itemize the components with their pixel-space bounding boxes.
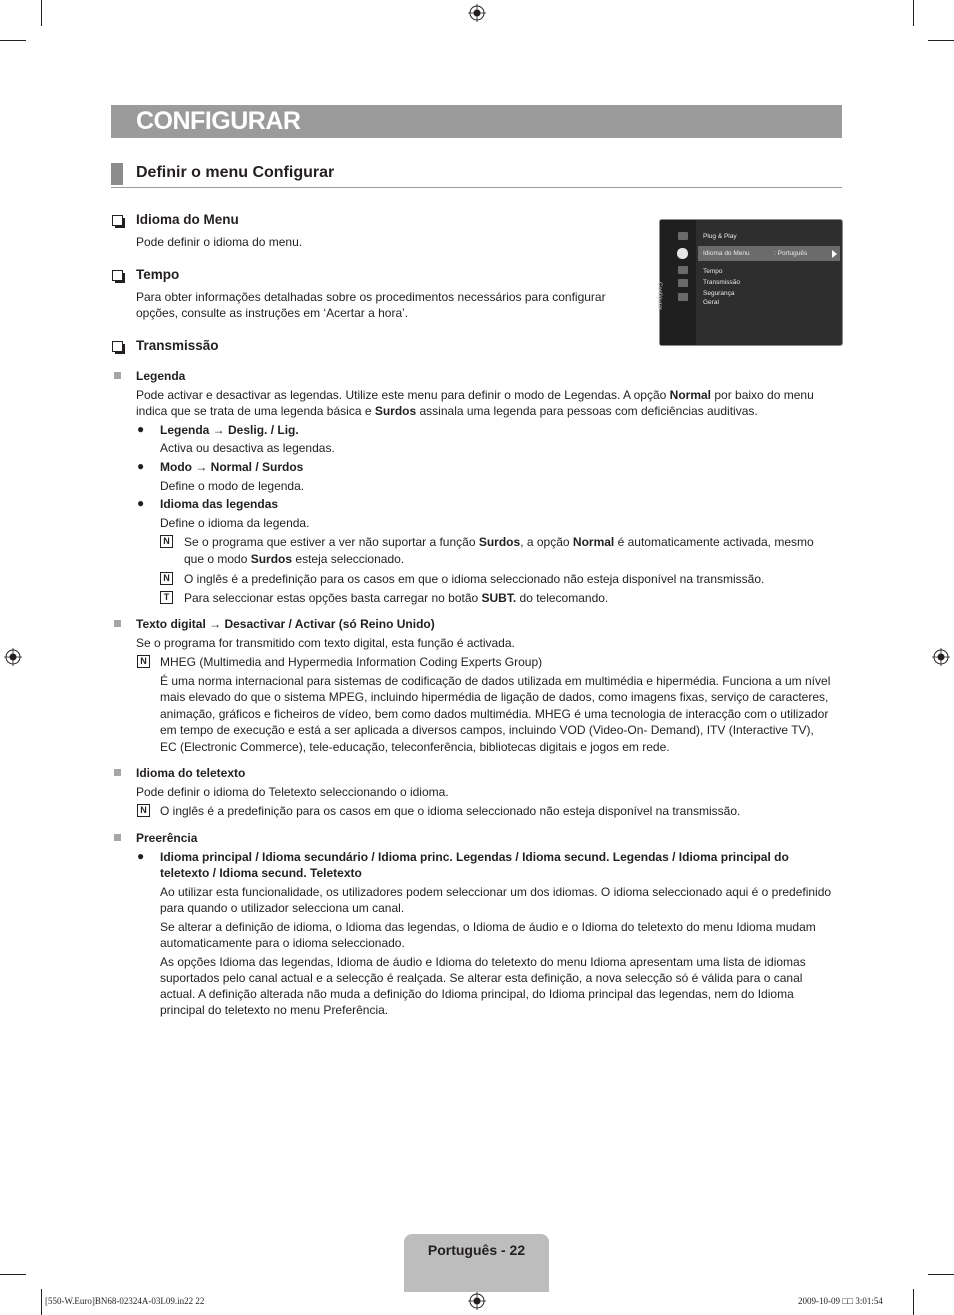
menu-sidebar bbox=[656, 220, 696, 345]
tempo-text: opções, consulte as instruções em ‘Acertar a hora’. bbox=[136, 306, 409, 320]
crop-mark bbox=[928, 40, 954, 41]
section-title: Definir o menu Configurar bbox=[136, 164, 335, 181]
legenda-option-title: Legenda → Deslig. / Lig. bbox=[160, 423, 299, 437]
menu-screenshot bbox=[656, 219, 843, 346]
page-title-bar bbox=[111, 105, 842, 138]
tempo-text: Para obter informações detalhadas sobre os procedimentos necessários para configurar bbox=[136, 290, 606, 304]
legenda-paragraph: indica que se trata de uma legenda básica e Surdos assinala uma legenda para pessoas com deficiências auditivas. bbox=[136, 404, 758, 418]
transmissao-heading: Transmissão bbox=[136, 338, 219, 353]
menu-item: Plug & Play bbox=[703, 233, 737, 240]
square-bullet-icon bbox=[114, 372, 121, 379]
crop-mark bbox=[913, 0, 914, 26]
legenda-paragraph: Pode activar e desactivar as legendas. Utilize este menu para definir o modo de Legendas. A opção Normal por baixo do menu bbox=[136, 388, 814, 402]
checkbox-bullet-icon bbox=[112, 215, 123, 226]
preferencia-text: automaticamente para o idioma seleccionado. bbox=[160, 936, 405, 950]
preferencia-heading: Preerência bbox=[136, 831, 198, 845]
preferencia-text: As opções Idioma das legendas, Idioma de áudio e Idioma do teletexto do menu Idioma apresentam uma lista de idiomas bbox=[160, 955, 806, 969]
preferencia-text: Ao utilizar esta funcionalidade, os utilizadores podem seleccionar um dos idiomas. O idioma seleccionado aqui é o predefinido bbox=[160, 885, 832, 899]
page-number-tab bbox=[404, 1234, 549, 1292]
legenda-heading: Legenda bbox=[136, 369, 186, 383]
note-text: O inglês é a predefinição para os casos em que o idioma seleccionado não esteja disponível na transmissão. bbox=[184, 572, 765, 586]
arrow-right-icon bbox=[832, 250, 837, 258]
idioma-legendas-text: Define o idioma da legenda. bbox=[160, 516, 310, 530]
registration-mark-icon bbox=[468, 4, 486, 22]
crop-mark bbox=[928, 1274, 954, 1275]
crop-mark bbox=[41, 0, 42, 26]
crop-mark bbox=[913, 1289, 914, 1315]
registration-mark-icon bbox=[932, 648, 950, 666]
modo-option-text: Define o modo de legenda. bbox=[160, 479, 305, 493]
checkbox-bullet-icon bbox=[112, 341, 123, 352]
bullet-dot-icon: ● bbox=[137, 849, 145, 863]
mheg-text: mais elevado do que o sistema MPEG, incluindo hipermédia de ligação de dados, como imagens fixas, serviço de caracteres, bbox=[160, 690, 829, 704]
modo-option-title: Modo → Normal / Surdos bbox=[160, 460, 304, 474]
square-bullet-icon bbox=[114, 769, 121, 776]
crop-mark bbox=[41, 1289, 42, 1315]
idioma-menu-text: Pode definir o idioma do menu. bbox=[136, 235, 303, 249]
preferencia-text: actual. A definição alterada não muda a definição do Idioma principal, do Idioma principal das legendas, nem do Idioma bbox=[160, 987, 794, 1001]
registration-mark-icon bbox=[4, 648, 22, 666]
texto-digital-text: Se o programa for transmitido com texto digital, esta função é activada. bbox=[136, 636, 515, 650]
note-icon: N bbox=[137, 804, 150, 817]
menu-item: Tempo bbox=[703, 268, 723, 275]
crop-mark bbox=[0, 1274, 26, 1275]
bullet-dot-icon: ● bbox=[137, 459, 145, 473]
mheg-text: em tempo de execução e está a ser aplicada a diversos campos, incluindo VOD (Video-On- Demand), ITV (Interactive TV), bbox=[160, 723, 814, 737]
note-text: Se o programa que estiver a ver não suportar a função Surdos, a opção Normal é automaticamente activada, mesmo bbox=[184, 535, 814, 549]
section-marker bbox=[111, 163, 123, 185]
teletexto-note: O inglês é a predefinição para os casos em que o idioma seleccionado não esteja disponível na transmissão. bbox=[160, 804, 741, 818]
tempo-heading: Tempo bbox=[136, 267, 180, 282]
menu-item: Geral bbox=[703, 299, 719, 306]
preferencia-text: principal do teletexto no menu Preferência. bbox=[160, 1003, 389, 1017]
note-icon: N bbox=[137, 655, 150, 668]
mheg-text: É uma norma internacional para sistemas de codificação de dados utilizada em multimédia e hipermédia. Funciona a um nível bbox=[160, 674, 831, 688]
bullet-dot-icon: ● bbox=[137, 422, 145, 436]
preferencia-text: suportados pelo canal actual e a selecção é realçada. Se alterar esta definição, a nova selecção só é válida para o canal bbox=[160, 971, 803, 985]
menu-item: Segurança bbox=[703, 290, 735, 297]
remote-button-icon: T bbox=[160, 591, 173, 604]
teletexto-heading: Idioma do teletexto bbox=[136, 766, 246, 780]
checkbox-bullet-icon bbox=[112, 270, 123, 281]
page-title: CONFIGURAR bbox=[136, 107, 301, 135]
square-bullet-icon bbox=[114, 834, 121, 841]
preferencia-text: para quando o utilizador selecciona um canal. bbox=[160, 901, 405, 915]
bullet-dot-icon: ● bbox=[137, 496, 145, 510]
input-icon bbox=[678, 293, 688, 301]
mheg-text: animação, gráficos e ficheiros de vídeo, bem como dados multimédia. MHEG é uma tecnologia de interacção com o utilizador bbox=[160, 707, 829, 721]
menu-side-label: Configurar bbox=[656, 282, 662, 311]
registration-mark-icon bbox=[468, 1292, 486, 1310]
square-bullet-icon bbox=[114, 620, 121, 627]
picture-icon bbox=[678, 232, 688, 240]
preferencia-text: Se alterar a definição de idioma, o Idioma das legendas, o Idioma de áudio e o Idioma do teletexto do menu Idioma mudam bbox=[160, 920, 816, 934]
sound-icon bbox=[678, 266, 688, 274]
mheg-note: MHEG (Multimedia and Hypermedia Information Coding Experts Group) bbox=[160, 655, 543, 669]
page-number: Português - 22 bbox=[427, 1242, 526, 1258]
note-icon: N bbox=[160, 535, 173, 548]
note-text: que o modo Surdos esteja seleccionado. bbox=[184, 552, 405, 566]
channel-icon bbox=[678, 279, 688, 287]
note-icon: N bbox=[160, 572, 173, 585]
menu-item: Idioma do Menu bbox=[703, 250, 750, 257]
print-slug-left: [550-W.Euro]BN68-02324A-03L09.in22 22 bbox=[45, 1296, 205, 1306]
mheg-text: EC (Electronic Commerce), tele-educação, teleconferência, bibliotecas digitais e jogos em rede. bbox=[160, 740, 670, 754]
idioma-menu-heading: Idioma do Menu bbox=[136, 212, 239, 227]
menu-item-value: : Português bbox=[774, 250, 808, 257]
legenda-option-text: Activa ou desactiva as legendas. bbox=[160, 441, 335, 455]
print-slug-right: 2009-10-09 □□ 3:01:54 bbox=[798, 1296, 883, 1306]
preferencia-option-title: Idioma principal / Idioma secundário / Idioma princ. Legendas / Idioma secund. Legendas / Idioma principal do bbox=[160, 850, 789, 864]
idioma-legendas-title: Idioma das legendas bbox=[160, 497, 279, 511]
section-heading bbox=[111, 162, 842, 188]
note-text: Para seleccionar estas opções basta carregar no botão SUBT. do telecomando. bbox=[184, 591, 609, 605]
teletexto-text: Pode definir o idioma do Teletexto seleccionando o idioma. bbox=[136, 785, 449, 799]
setup-gear-icon bbox=[677, 248, 688, 259]
menu-item: Transmissão bbox=[703, 279, 740, 286]
texto-digital-heading: Texto digital → Desactivar / Activar (só Reino Unido) bbox=[136, 617, 435, 631]
crop-mark bbox=[0, 40, 26, 41]
preferencia-option-title: teletexto / Idioma secund. Teletexto bbox=[160, 866, 362, 880]
